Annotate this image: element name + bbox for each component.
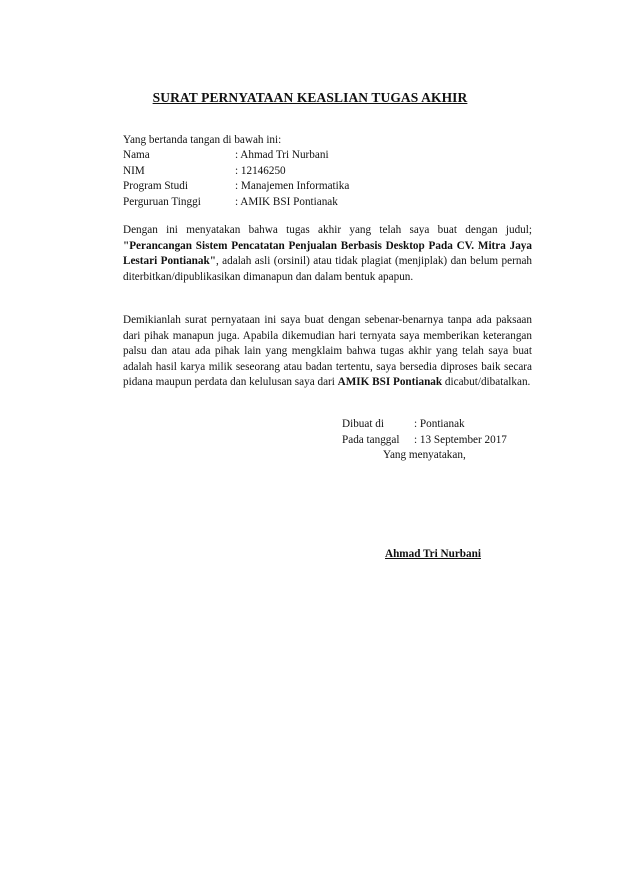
identity-value: : Ahmad Tri Nurbani (235, 149, 329, 161)
identity-row-program (123, 179, 349, 195)
identity-row-nim (123, 164, 349, 180)
identity-row-institution (123, 195, 349, 211)
identity-table (123, 148, 349, 210)
declaration-lead: Demikianlah surat pernyataan ini saya buat dengan sebenar-benarnya tanpa ada paksaan dari pihak manapun juga. Apabila dikemudian hari ternyata saya memberikan keterangan palsu dan atau ada pihak lain yang mengklaim bahwa tugas akhir yang telah saya buat adalah hasil karya milik seseorang atau badan tertentu, saya bersedia diproses baik secara pidana maupun perdata dan kelulusan saya dari (123, 314, 532, 388)
statement-rest: , adalah asli (orsinil) atau tidak plagiat (menjiplak) dan belum pernah diterbitkan/dipublikasikan dimanapun dan dalam bentuk apapun. (123, 255, 532, 283)
identity-value: : AMIK BSI Pontianak (235, 195, 338, 208)
place-row (342, 417, 507, 433)
place-value: : Pontianak (414, 418, 465, 430)
document-title: SURAT PERNYATAAN KEASLIAN TUGAS AKHIR (152, 90, 468, 105)
intro-text: Yang bertanda tangan di bawah ini: (123, 134, 282, 146)
identity-label: Perguruan Tinggi (123, 195, 201, 208)
date-value: : 13 September 2017 (414, 433, 507, 446)
declaration-rest: dicabut/dibatalkan. (442, 376, 531, 388)
signer-name: Ahmad Tri Nurbani (385, 548, 481, 560)
identity-row-name (123, 148, 349, 164)
date-label: Pada tanggal (342, 433, 400, 446)
thesis-title: "Perancangan Sistem Pencatatan Penjualan Berbasis Desktop Pada CV. Mitra Jaya Lestari Pontianak" (123, 239, 532, 267)
identity-label: NIM (123, 164, 145, 177)
statement-paragraph (123, 223, 532, 285)
institution-name: AMIK BSI Pontianak (337, 376, 443, 388)
closing-text: Yang menyatakan, (383, 449, 466, 461)
identity-value: : 12146250 (235, 164, 286, 177)
identity-label: Program Studi (123, 180, 188, 192)
signature-details (342, 417, 507, 448)
identity-value: : Manajemen Informatika (235, 180, 350, 192)
place-label: Dibuat di (342, 418, 384, 430)
date-row (342, 433, 507, 449)
declaration-paragraph (123, 313, 532, 391)
statement-lead: Dengan ini menyatakan bahwa tugas akhir yang telah saya buat dengan judul; (123, 224, 532, 236)
identity-label: Nama (123, 149, 150, 161)
